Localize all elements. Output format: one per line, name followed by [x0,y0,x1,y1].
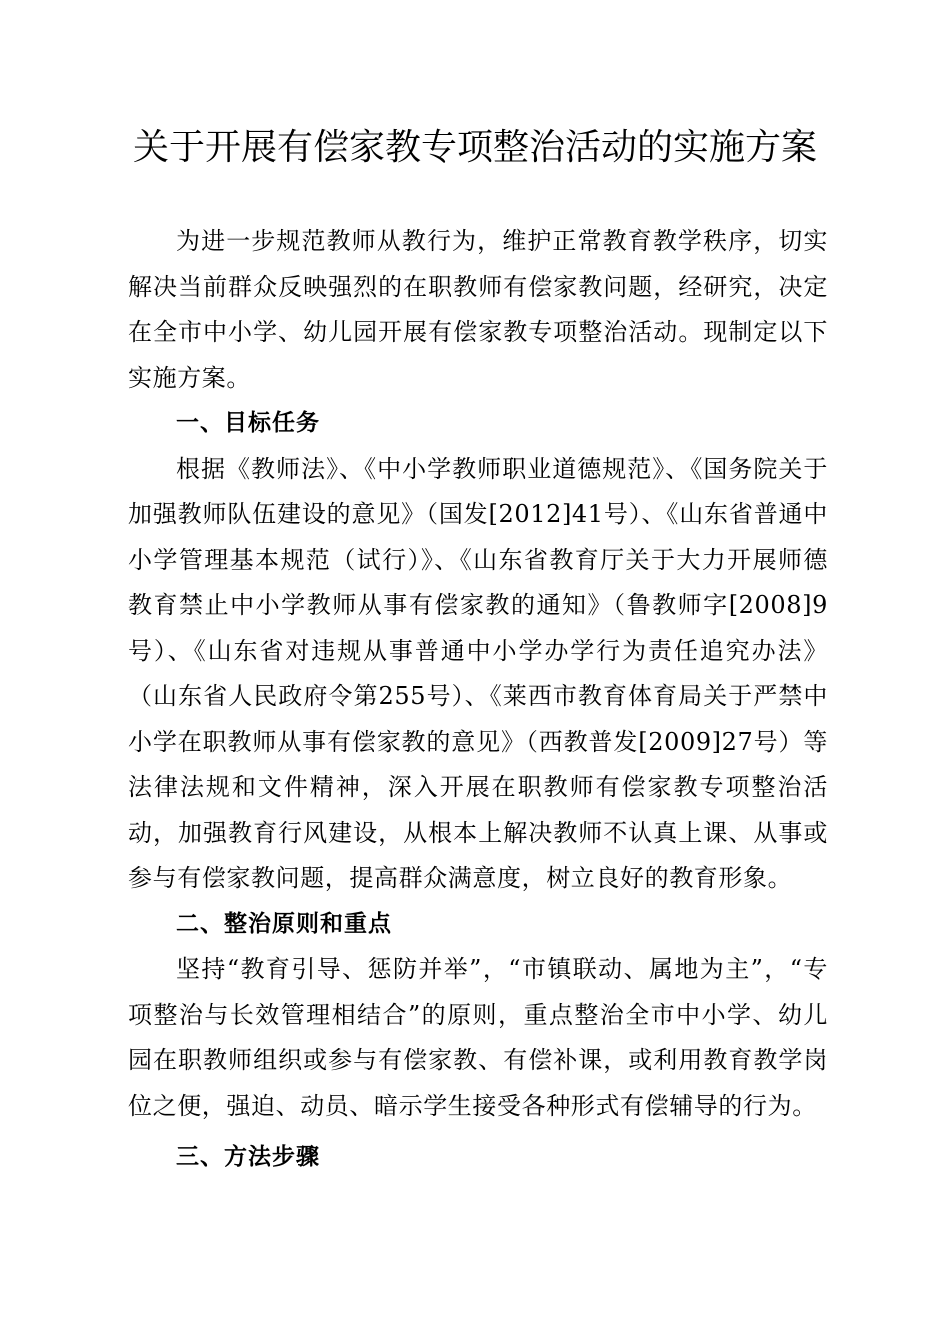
section-heading-steps: 三、方法步骤 [176,1144,320,1170]
section-body-principles: 坚持“教育引导、惩防并举”，“市镇联动、属地为主”，“专项整治与长效管理相结合”的原则，重点整治全市中小学、幼儿园在职教师组织或参与有偿家教、有偿补课，或利用教育教学岗位之便，强迫、动员、暗示学生接受各种形式有偿辅导的行为。 [128,955,828,1120]
section-heading-principles: 二、整治原则和重点 [176,910,392,937]
intro-paragraph: 为进一步规范教师从教行为，维护正常教育教学秩序，切实解决当前群众反映强烈的在职教师有偿家教问题，经研究，决定在全市中小学、幼儿园开展有偿家教专项整治活动。现制定以下实施方案。 [128,227,828,392]
section-heading-goals: 一、目标任务 [176,410,320,436]
document-body [128,219,828,1181]
document-title: 关于开展有偿家教专项整治活动的实施方案 [132,127,817,168]
section-body-goals: 根据《教师法》、《中小学教师职业道德规范》、《国务院关于加强教师队伍建设的意见》（国发[2012]41号）、《山东省普通中小学管理基本规范（试行）》、《山东省教育厅关于大力开展师德教育禁止中小学教师从事有偿家教的通知》（鲁教师字[2008]9号）、《山东省对违规从事普通中小学办学行为责任追究办法》（山东省人民政府令第255号）、《莱西市教育体育局关于严禁中小学在职教师从事有偿家教的意见》（西教普发[2009]27号）等法律法规和文件精神，深入开展在职教师有偿家教专项整治活动，加强教育行风建设，从根本上解决教师不认真上课、从事或参与有偿家教问题，提高群众满意度，树立良好的教育形象。 [128,454,828,892]
